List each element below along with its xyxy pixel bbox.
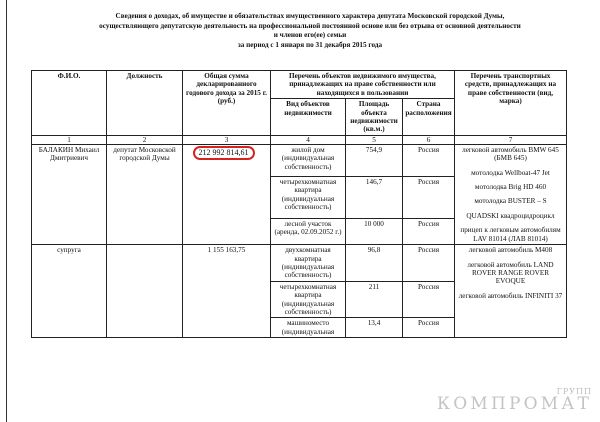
watermark-sub: ГРУПП bbox=[556, 387, 592, 396]
vehicle-item: легковой автомобиль M408 bbox=[468, 246, 553, 255]
col-number: 5 bbox=[346, 135, 403, 144]
property-country: Россия bbox=[403, 144, 455, 176]
header-realty-type: Вид объектов недвижимости bbox=[271, 99, 346, 136]
deputy-position: депутат Московской городской Думы bbox=[107, 144, 183, 244]
header-realty-country: Страна расположения bbox=[403, 99, 455, 136]
header-income: Общая сумма декларированного годового дохода за 2015 г. (руб.) bbox=[183, 71, 271, 136]
table-row bbox=[32, 144, 567, 176]
page-left-edge bbox=[6, 0, 7, 422]
property-type: лесной участок (аренда, 02.09.2052 г.) bbox=[271, 218, 346, 244]
property-area: 211 bbox=[346, 281, 403, 318]
property-area: 754,9 bbox=[346, 144, 403, 176]
vehicle-item: мотолодка Wellboat-47 Jet bbox=[471, 168, 550, 177]
title-line-1: Сведения о доходах, об имуществе и обязательствах имущественного характера депутата Московской городской Думы, bbox=[115, 12, 505, 20]
spouse-vehicles bbox=[455, 245, 567, 338]
vehicle-item: легковой автомобиль INFINITI 37 bbox=[458, 291, 563, 300]
title-line-3: и членов его(ее) семьи bbox=[273, 31, 347, 40]
property-type: машиноместо (индивидуальная bbox=[271, 318, 346, 338]
vehicle-item: легковой автомобиль BMW 645 (БМВ 645) bbox=[462, 145, 559, 163]
property-type: четырехкомнатная квартира (индивидуальная собственность) bbox=[271, 281, 346, 318]
header-realty: Перечень объектов недвижимого имущества, принадлежащих на праве собственности или находящихся в пользовании bbox=[271, 71, 455, 99]
property-country: Россия bbox=[403, 281, 455, 318]
vehicle-item: QUADSKI квадроцидроцикл bbox=[466, 211, 555, 220]
deputy-vehicles bbox=[455, 144, 567, 244]
watermark bbox=[437, 387, 592, 414]
col-number: 3 bbox=[183, 135, 271, 144]
property-area: 146,7 bbox=[346, 177, 403, 219]
spouse-position bbox=[107, 245, 183, 338]
vehicle-item: прицеп к легковым автомобилям LAV 81014 (ЛАВ 81014) bbox=[460, 226, 561, 243]
title-line-4: за период с 1 января по 31 декабря 2015 года bbox=[237, 40, 383, 49]
deputy-name: БАЛАКИН Михаил Дмитриевич bbox=[32, 144, 107, 244]
property-type: двухкомнатная квартира (индивидуальная собственность) bbox=[271, 245, 346, 282]
col-number: 7 bbox=[455, 135, 567, 144]
deputy-income-highlighted: 212 992 814,61 bbox=[193, 146, 255, 160]
deputy-income-cell bbox=[183, 144, 271, 244]
header-position: Должность bbox=[107, 71, 183, 136]
property-country: Россия bbox=[403, 245, 455, 282]
table-row bbox=[32, 245, 567, 282]
vehicle-item: легковой автомобиль LAND ROVER RANGE ROVER EVOQUE bbox=[467, 260, 554, 286]
header-realty-area: Площадь объекта недвижимости (кв.м.) bbox=[346, 99, 403, 136]
title-line-2: осуществляющего депутатскую деятельность на профессиональной постоянной основе или без отрыва от основной деятельности bbox=[99, 21, 521, 30]
property-type: четырехкомнатная квартира (индивидуальная собственность) bbox=[271, 177, 346, 219]
document-title bbox=[40, 12, 580, 50]
property-country: Россия bbox=[403, 318, 455, 338]
spouse-label: супруга bbox=[32, 245, 107, 338]
property-area: 10 000 bbox=[346, 218, 403, 244]
vehicle-item: мотолодка Brig HD 460 bbox=[474, 183, 547, 192]
vehicle-item: мотолодка BUSTER – S bbox=[474, 197, 547, 206]
property-country: Россия bbox=[403, 218, 455, 244]
header-fio: Ф.И.О. bbox=[32, 71, 107, 136]
col-number: 2 bbox=[107, 135, 183, 144]
col-number: 1 bbox=[32, 135, 107, 144]
property-country: Россия bbox=[403, 177, 455, 219]
watermark-main: КОМПРОМАТ bbox=[436, 394, 592, 414]
declaration-table bbox=[31, 70, 567, 338]
col-number: 6 bbox=[403, 135, 455, 144]
spouse-income: 1 155 163,75 bbox=[183, 245, 271, 338]
property-area: 13,4 bbox=[346, 318, 403, 338]
column-number-row bbox=[32, 135, 567, 144]
col-number: 4 bbox=[271, 135, 346, 144]
property-type: жилой дом (индивидуальная собственность) bbox=[271, 144, 346, 176]
property-area: 96,8 bbox=[346, 245, 403, 282]
header-vehicles: Перечень транспортных средств, принадлежащих на праве собственности (вид, марка) bbox=[455, 71, 567, 136]
